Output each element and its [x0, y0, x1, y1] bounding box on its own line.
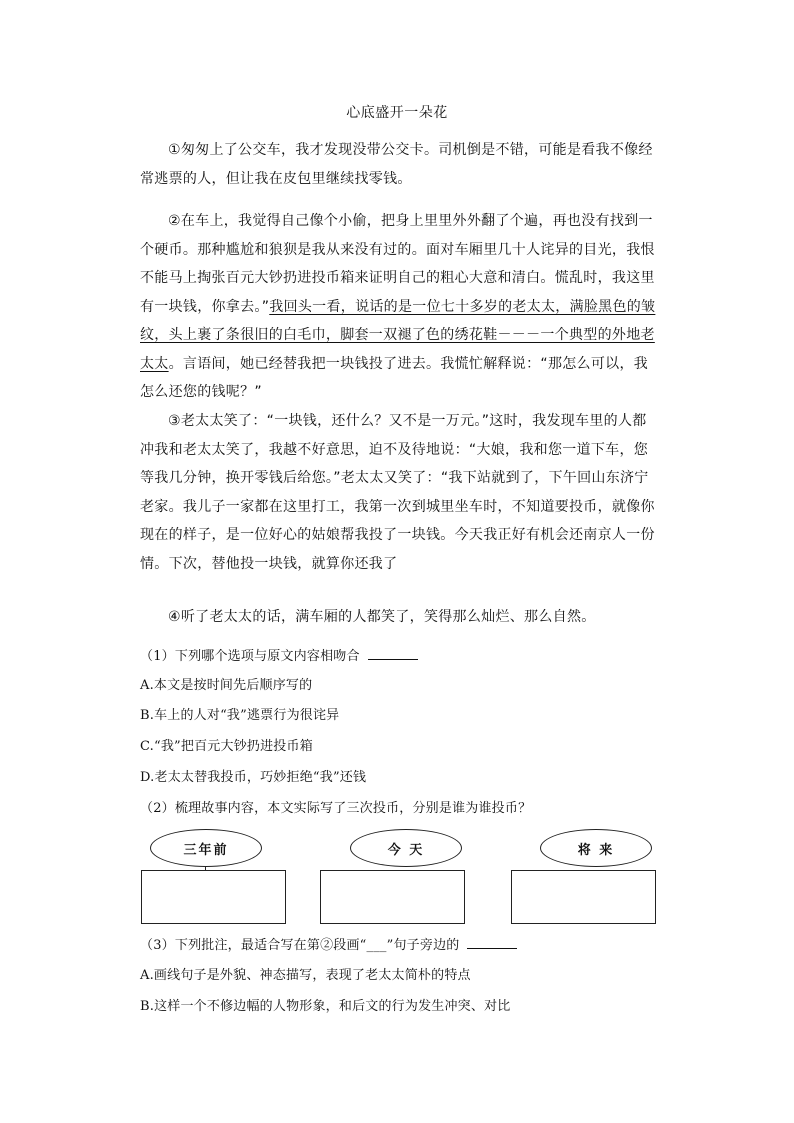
answer-box-today[interactable] [320, 870, 465, 924]
q3-option-a[interactable]: A.画线句子是外貌、神态描写，表现了老太太简朴的特点 [140, 968, 471, 983]
answer-box-future[interactable] [511, 870, 656, 924]
paragraph-4: ④听了老太太的话，满车厢的人都笑了，笑得那么灿烂、那么自然。 [168, 609, 596, 625]
paragraph-2 [140, 207, 660, 407]
q1-option-b[interactable]: B.车上的人对“我”逃票行为很诧异 [140, 708, 340, 723]
oval-label-today: 今 天 [350, 829, 462, 867]
q1-option-d[interactable]: D.老太太替我投币，巧妙拒绝“我”还钱 [140, 770, 367, 785]
underlined-sentence: 我回头一看，说话的是一位七十多岁的老太太，满脸黑色的皱纹，头上裹了条很旧的白毛巾，脚套一双褪了色的绣花鞋－－－一个典型的外地老太太 [140, 298, 656, 372]
question-1-stem [140, 645, 680, 667]
article-title: 心底盛开一朵花 [346, 105, 448, 121]
q1-option-c[interactable]: C.“我”把百元大钞扔进投币箱 [140, 739, 313, 754]
oval-label-past: 三年前 [150, 829, 262, 867]
q3-option-b[interactable]: B.这样一个不修边幅的人物形象，和后文的行为发生冲突、对比 [140, 999, 511, 1014]
question-3-stem [140, 934, 680, 956]
question-1-text: （1）下列哪个选项与原文内容相吻合 [140, 649, 360, 664]
paragraph-1: ①匆匆上了公交车，我才发现没带公交卡。司机倒是不错，可能是看我不像经常逃票的人，但让我在皮包里继续找零钱。 [140, 142, 653, 187]
paragraph-3: ③老太太笑了：“一块钱，还什么？又不是一万元。”这时，我发现车里的人都冲我和老太太笑了，我越不好意思，迫不及待地说：“大娘，我和您一道下车，您等我几分钟，换开零钱后给您。”老太太又笑了：“我下站就到了，下午回山东济宁老家。我儿子一家都在这里打工，我第一次到城里坐车时，不知道要投币，就像你现在的样子，是一位好心的姑娘帮我投了一块钱。今天我正好有机会还南京人一份情。下次，替他投一块钱，就算你还我了 [140, 413, 655, 572]
oval-label-future: 将 来 [540, 829, 652, 867]
question-2-stem: （2）梳理故事内容，本文实际写了三次投币，分别是谁为谁投币？ [140, 801, 532, 816]
answer-blank-3[interactable] [467, 934, 517, 949]
q1-option-a[interactable]: A.本文是按时间先后顺序写的 [140, 678, 313, 693]
paragraph-2-intro: ②在车上，我觉得自己像个小偷，把身上里里外外翻了个遍，再也没有找到一个硬币。那种尴尬和狼狈是我从来没有过的。面对车厢里几十人诧异的目光，我恨不能马上掏张百元大钞扔进投币箱来证明自己的粗心大意和清白。慌乱时，我这里有一块钱，你拿去。” [140, 213, 655, 315]
paragraph-2-end: 。言语间，她已经替我把一块钱投了进去。我慌忙解释说：“那怎么可以，我怎么还您的钱呢？” [140, 355, 649, 400]
answer-box-past[interactable] [141, 870, 286, 924]
answer-blank-1[interactable] [368, 645, 418, 660]
question-3-text: （3）下列批注，最适合写在第②段画“___”句子旁边的 [140, 938, 460, 953]
